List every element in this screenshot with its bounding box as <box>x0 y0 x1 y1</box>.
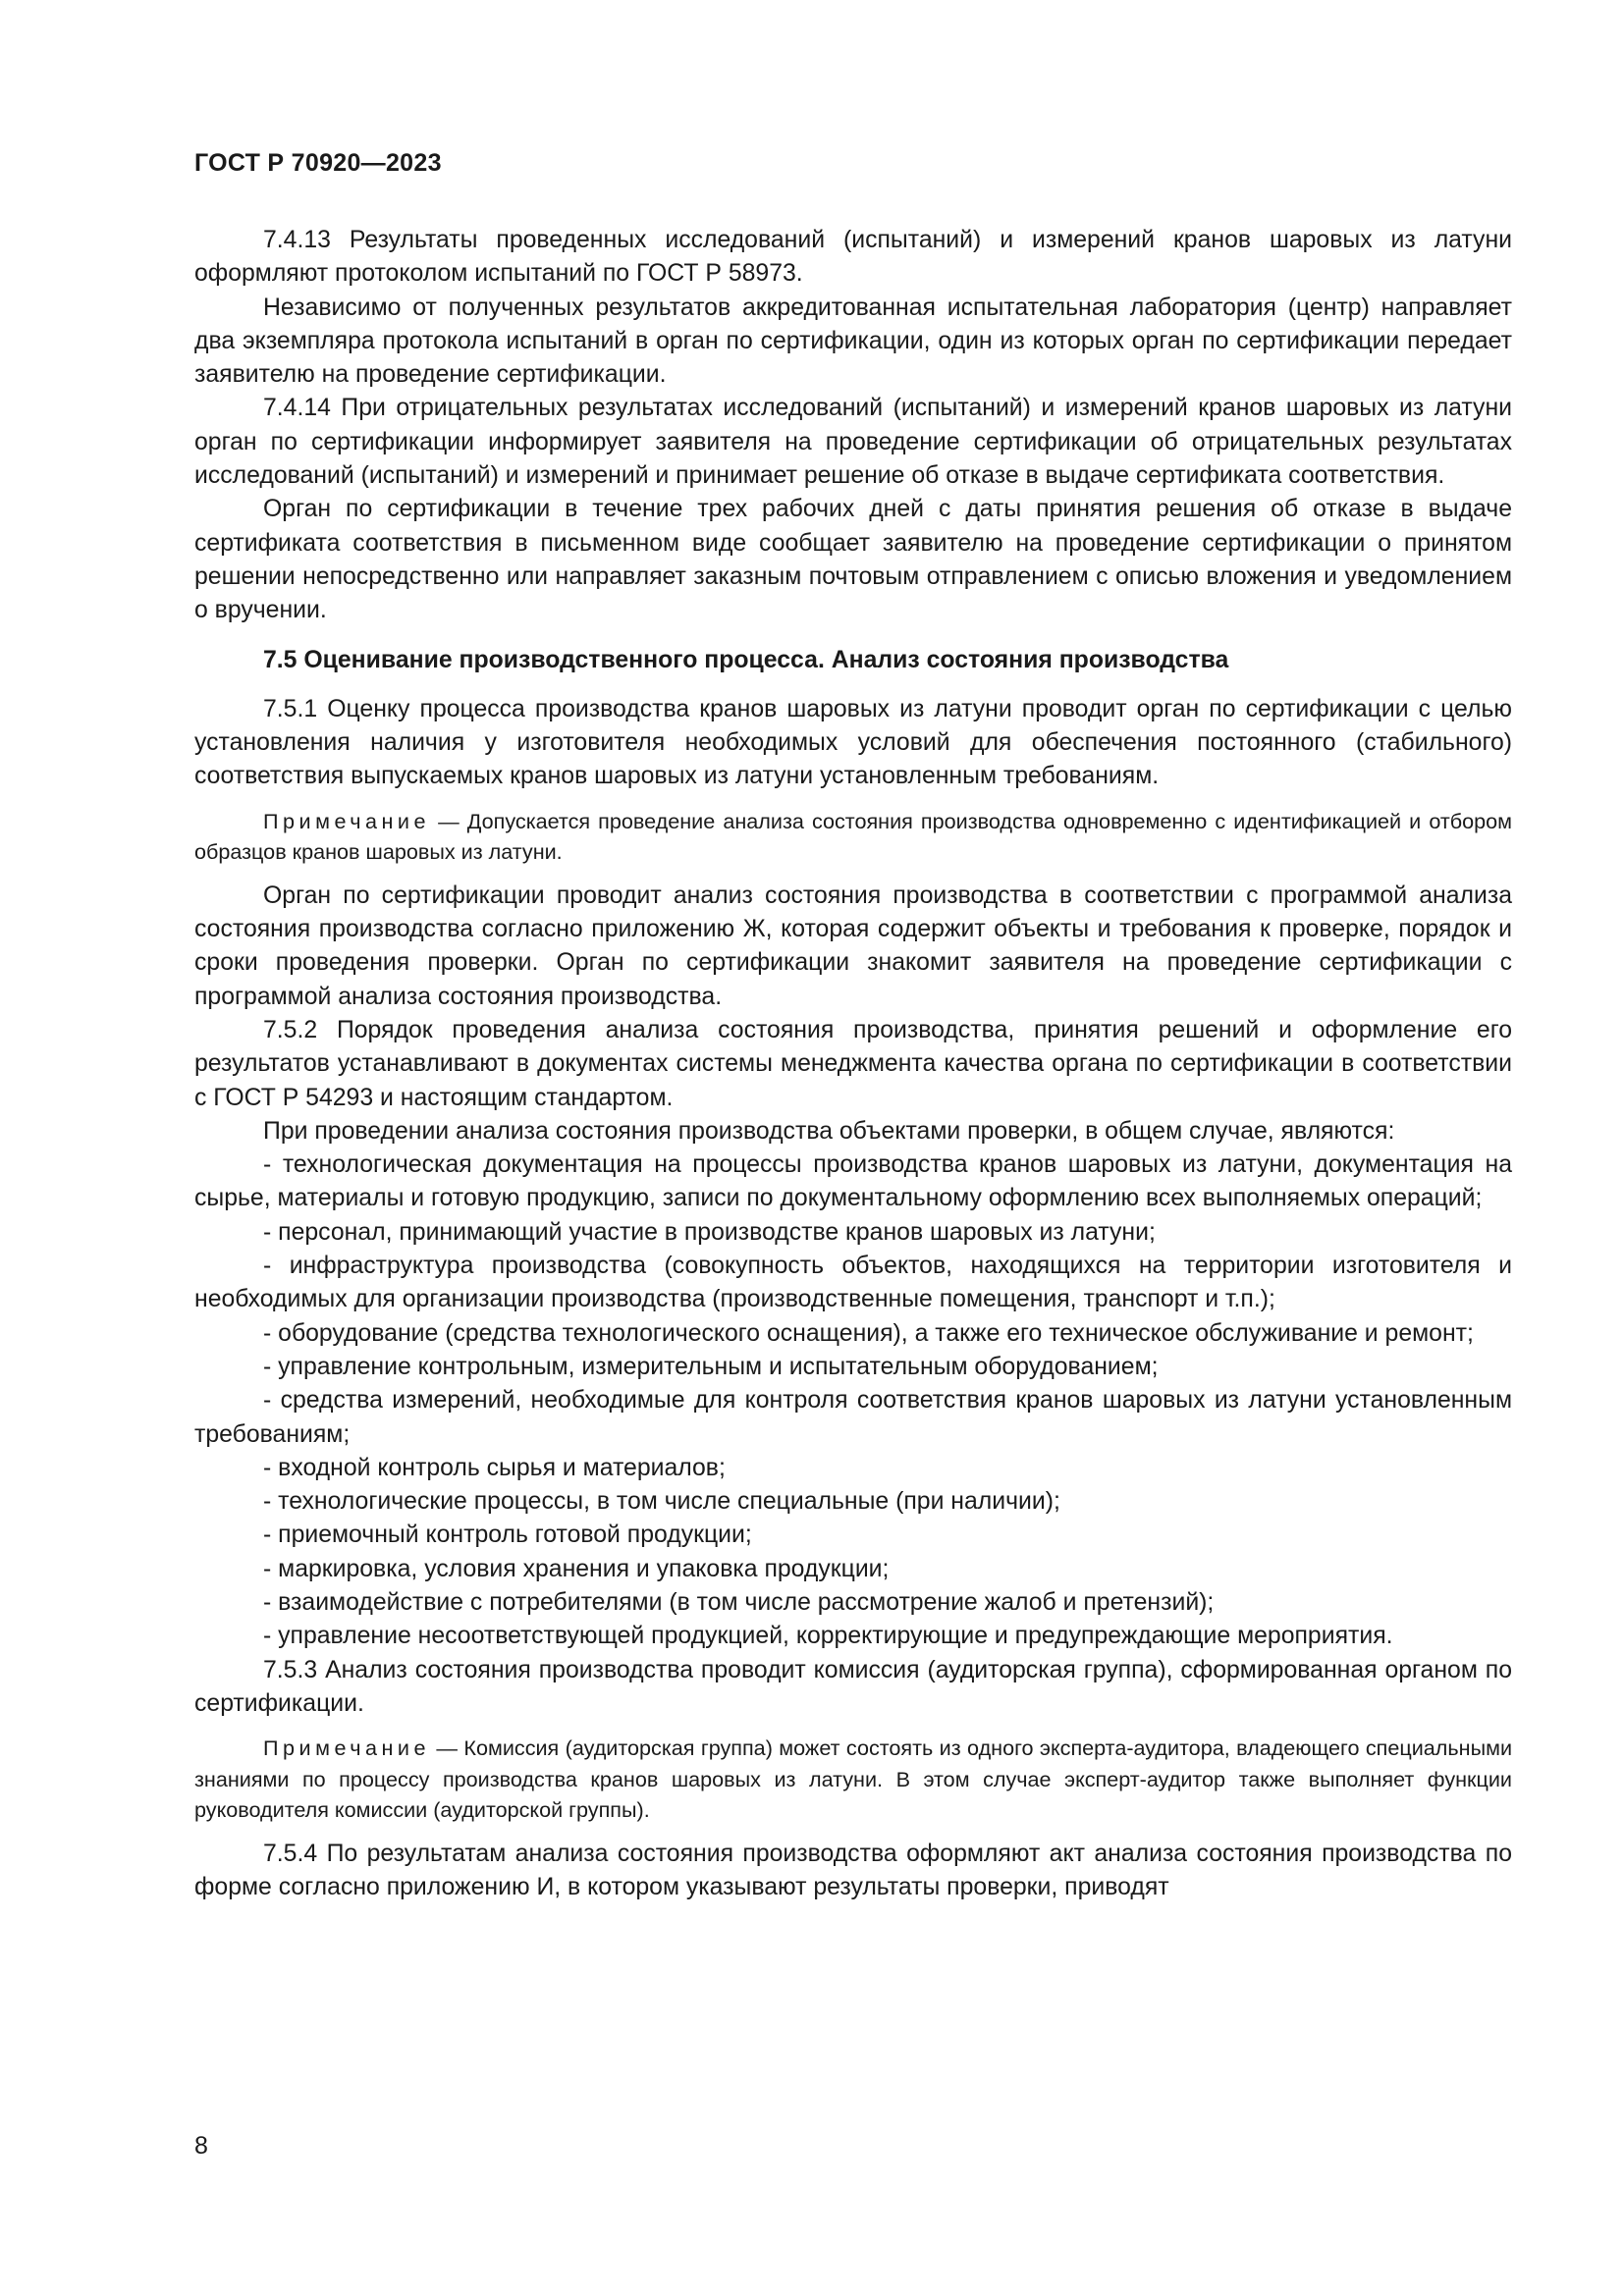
paragraph-7-5-2: 7.5.2 Порядок проведения анализа состояния производства, принятия решений и оформление его результатов устанавливают в документах системы менеджмента качества органа по сертификации в соответствии с ГОСТ Р 54293 и настоящим стандартом. <box>194 1016 1512 1111</box>
document-body <box>194 224 1512 1904</box>
note-2 <box>194 1733 1512 1826</box>
paragraph-7-4-14: 7.4.14 При отрицательных результатах исследований (испытаний) и измерений кранов шаровых из латуни орган по сертификации информирует заявителя на проведение сертификации об отрицательных результатах исследований (испытаний) и измерений и принимает решение об отказе в выдаче сертификата соответствия. <box>194 395 1512 490</box>
list-item: - взаимодействие с потребителями (в том числе рассмотрение жалоб и претензий); <box>263 1588 1215 1616</box>
list-item: - входной контроль сырья и материалов; <box>263 1454 726 1481</box>
paragraph-analysis-program: Орган по сертификации проводит анализ состояния производства в соответствии с программой анализа состояния производства согласно приложению Ж, которая содержит объекты и требования к проверке, порядок и сроки проведения проверки. Орган по сертификации знакомит заявителя на проведение сертификации с программой анализа состояния производства. <box>194 881 1512 1010</box>
paragraph-7-5-1: 7.5.1 Оценку процесса производства кранов шаровых из латуни проводит орган по сертификации с целью установления наличия у изготовителя необходимых условий для обеспечения постоянного (стабильного) соответствия выпускаемых кранов шаровых из латуни установленным требованиям. <box>194 695 1512 790</box>
list-item: - управление несоответствующей продукцией, корректирующие и предупреждающие мероприятия. <box>263 1623 1393 1650</box>
section-heading-7-5: 7.5 Оценивание производственного процесса. Анализ состояния производства <box>263 646 1229 673</box>
list-item: - технологические процессы, в том числе специальные (при наличии); <box>263 1488 1060 1516</box>
list-item: - оборудование (средства технологического оснащения), а также его техническое обслуживание и ремонт; <box>263 1319 1474 1347</box>
paragraph-7-5-4: 7.5.4 По результатам анализа состояния производства оформляют акт анализа состояния производства по форме согласно приложению И, в котором указывают результаты проверки, приводят <box>194 1840 1512 1900</box>
note-label: Примечание <box>263 808 430 833</box>
paragraph-refusal-notice: Орган по сертификации в течение трех рабочих дней с даты принятия решения об отказе в выдаче сертификата соответствия в письменном виде сообщает заявителю на проведение сертификации о принятом решении непосредственно или направляет заказным почтовым отправлением с описью вложения и уведомлением о вручении. <box>194 496 1512 624</box>
paragraph-7-5-3: 7.5.3 Анализ состояния производства проводит комиссия (аудиторская группа), сформированная органом по сертификации. <box>194 1656 1512 1717</box>
standard-designation: ГОСТ Р 70920—2023 <box>194 149 442 177</box>
list-item: - инфраструктура производства (совокупность объектов, находящихся на территории изготовителя и необходимых для организации производства (производственные помещения, транспорт и т.п.); <box>194 1253 1512 1313</box>
paragraph-inspection-objects: При проведении анализа состояния производства объектами проверки, в общем случае, являются: <box>263 1117 1395 1145</box>
list-item: - средства измерений, необходимые для контроля соответствия кранов шаровых из латуни установленным требованиям; <box>194 1387 1512 1448</box>
list-item: - персонал, принимающий участие в производстве кранов шаровых из латуни; <box>263 1218 1156 1246</box>
note-label: Примечание <box>263 1735 430 1761</box>
list-item: - приемочный контроль готовой продукции; <box>263 1522 752 1549</box>
paragraph-protocol-copies: Независимо от полученных результатов аккредитованная испытательная лаборатория (центр) направляет два экземпляра протокола испытаний в орган по сертификации, один из которых орган по сертификации передает заявителю на проведение сертификации. <box>194 294 1512 389</box>
list-item: - управление контрольным, измерительным и испытательным оборудованием; <box>263 1353 1159 1380</box>
page-number: 8 <box>194 2132 208 2160</box>
list-item: - технологическая документация на процессы производства кранов шаровых из латуни, документация на сырье, материалы и готовую продукцию, записи по документальному оформлению всех выполняемых операций; <box>194 1151 1512 1212</box>
note-text: — Допускается проведение анализа состояния производства одновременно с идентификацией и отбором образцов кранов шаровых из латуни. <box>194 808 1512 865</box>
note-text: — Комиссия (аудиторская группа) может состоять из одного эксперта-аудитора, владеющего специальными знаниями по процессу производства кранов шаровых из латуни. В этом случае эксперт-аудитор также выполняет функции руководителя комиссии (аудиторской группы). <box>194 1735 1512 1823</box>
paragraph-7-4-13: 7.4.13 Результаты проведенных исследований (испытаний) и измерений кранов шаровых из латуни оформляют протоколом испытаний по ГОСТ Р 58973. <box>194 227 1512 288</box>
note-1 <box>194 806 1512 868</box>
list-item: - маркировка, условия хранения и упаковка продукции; <box>263 1555 890 1582</box>
